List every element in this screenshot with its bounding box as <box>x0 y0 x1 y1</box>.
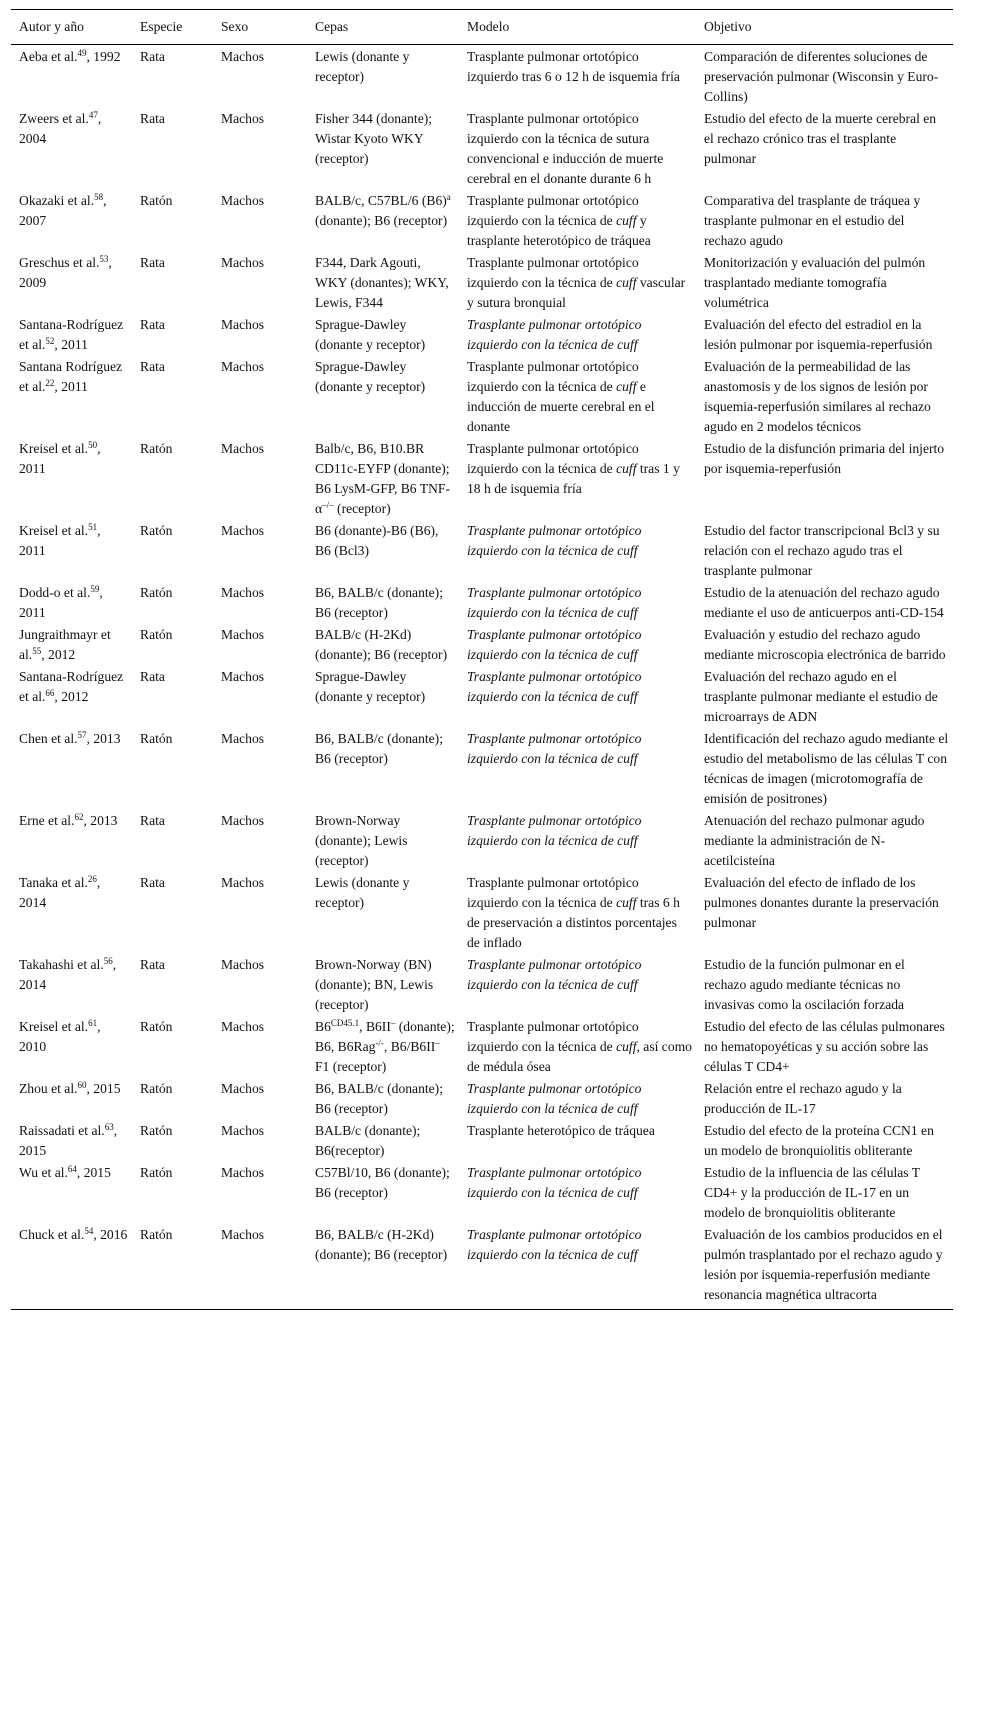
cell-modelo: Trasplante pulmonar ortotópico izquierdo con la técnica de cuff <box>467 957 642 992</box>
cell-autor <box>11 251 132 313</box>
cell-objetivo: Evaluación del efecto del estradiol en la lesión pulmonar por isquemia-reperfusión <box>704 317 933 352</box>
reference-number: 55 <box>32 646 42 656</box>
cell-cepas: Fisher 344 (donante); Wistar Kyoto WKY (receptor) <box>315 111 433 166</box>
cell-cepas: B6, BALB/c (H-2Kd) (donante); B6 (receptor) <box>307 1223 459 1310</box>
author-year: , 2013 <box>86 731 121 746</box>
cell-especie: Ratón <box>140 1019 173 1034</box>
author-year: , 2011 <box>54 379 88 394</box>
cell-modelo: Trasplante pulmonar ortotópico izquierdo con la técnica de cuff vascular y sutura bronquial <box>467 255 686 310</box>
table-row <box>11 1223 953 1310</box>
author-name: Wu et al. <box>19 1165 68 1180</box>
table-row <box>11 519 953 581</box>
table-row <box>11 1015 953 1077</box>
studies-table <box>11 9 953 1310</box>
cell-especie: Ratón <box>140 441 173 456</box>
cell-objetivo: Estudio de la disfunción primaria del injerto por isquemia-reperfusión <box>704 441 945 476</box>
cell-sexo: Machos <box>221 1165 265 1180</box>
cell-autor <box>11 45 132 108</box>
table-row <box>11 437 953 519</box>
cell-cepas: F344, Dark Agouti, WKY (donantes); WKY, Lewis, F344 <box>315 255 449 310</box>
author-year: , 2009 <box>19 255 112 290</box>
author-name: Erne et al. <box>19 813 75 828</box>
reference-number: 58 <box>94 192 104 202</box>
reference-number: 62 <box>74 812 84 822</box>
cell-objetivo: Estudio de la función pulmonar en el rechazo agudo mediante técnicas no invasivas como la oscilación forzada <box>704 957 905 1012</box>
cell-especie: Rata <box>140 317 165 332</box>
reference-number: 47 <box>88 110 98 120</box>
table-row <box>11 809 953 871</box>
header-especie: Especie <box>132 10 213 45</box>
table-row <box>11 727 953 809</box>
author-name: Jungraithmayr et al. <box>19 627 111 662</box>
table-row <box>11 1119 953 1161</box>
cell-cepas: Sprague-Dawley (donante y receptor) <box>315 317 426 352</box>
cell-autor <box>11 727 132 809</box>
header-modelo: Modelo <box>459 10 696 45</box>
reference-number: 54 <box>84 1226 94 1236</box>
cell-sexo: Machos <box>221 875 265 890</box>
cell-autor <box>11 623 132 665</box>
author-name: Kreisel et al. <box>19 441 89 456</box>
cell-objetivo: Evaluación de los cambios producidos en el pulmón trasplantado por el rechazo agudo y lesión por isquemia-reperfusión mediante resonancia magnética ultracorta <box>696 1223 953 1310</box>
author-year: , 2012 <box>41 647 76 662</box>
cell-cepas: B6 (donante)-B6 (B6), B6 (Bcl3) <box>315 523 439 558</box>
table-body <box>11 45 953 1310</box>
reference-number: 26 <box>87 874 97 884</box>
author-year: , 2015 <box>86 1081 121 1096</box>
author-year: , 2011 <box>19 523 101 558</box>
cell-cepas: BALB/c (H-2Kd) (donante); B6 (receptor) <box>315 627 448 662</box>
header-sexo: Sexo <box>213 10 307 45</box>
author-year: , 2010 <box>19 1019 101 1054</box>
reference-number: 22 <box>45 378 55 388</box>
author-year: , 2014 <box>19 957 117 992</box>
cell-sexo: Machos <box>221 627 265 642</box>
cell-autor <box>11 313 132 355</box>
cell-sexo: Machos <box>221 49 265 64</box>
author-name: Chen et al. <box>19 731 78 746</box>
cell-cepas: Lewis (donante y receptor) <box>315 875 410 910</box>
table-row <box>11 189 953 251</box>
cell-autor <box>11 1119 132 1161</box>
cell-especie: Ratón <box>140 523 173 538</box>
reference-number: 59 <box>90 584 100 594</box>
cell-especie: Rata <box>140 957 165 972</box>
cell-modelo: Trasplante pulmonar ortotópico izquierdo con la técnica de cuff tras 6 h de preservación a distintos porcentajes de inflado <box>467 875 680 950</box>
cell-autor <box>11 581 132 623</box>
cell-objetivo: Estudio del efecto de la muerte cerebral en el rechazo crónico tras el trasplante pulmonar <box>704 111 937 166</box>
author-year: , 2012 <box>54 689 89 704</box>
reference-number: 56 <box>103 956 113 966</box>
cell-cepas: BALB/c, C57BL/6 $(B6)^a$ (donante); B6 (receptor) <box>315 192 451 228</box>
author-name: Kreisel et al. <box>19 523 89 538</box>
cell-cepas: BALB/c (donante); B6(receptor) <box>315 1123 421 1158</box>
cell-autor <box>11 519 132 581</box>
author-name: Greschus et al. <box>19 255 100 270</box>
cell-sexo: Machos <box>221 813 265 828</box>
cell-objetivo: Comparación de diferentes soluciones de preservación pulmonar (Wisconsin y Euro-Collins) <box>704 49 939 104</box>
cell-cepas: B6, BALB/c (donante); B6 (receptor) <box>315 585 443 620</box>
header-autor: Autor y año <box>11 10 132 45</box>
reference-number: 60 <box>77 1080 87 1090</box>
reference-number: 51 <box>88 522 98 532</box>
cell-objetivo: Identificación del rechazo agudo mediante el estudio del metabolismo de las células T con técnicas de imagen (microtomografía de emisión de positrones) <box>704 731 949 806</box>
author-year: , 2014 <box>19 875 101 910</box>
cell-objetivo: Estudio del efecto de las células pulmonares no hematopoyéticas y su acción sobre las células T CD4+ <box>704 1019 945 1074</box>
author-year: , 2007 <box>19 193 107 228</box>
cell-objetivo: Evaluación del efecto de inflado de los pulmones donantes durante la preservación pulmonar <box>704 875 939 930</box>
cell-sexo: Machos <box>221 255 265 270</box>
cell-sexo: Machos <box>221 317 265 332</box>
cell-modelo: Trasplante pulmonar ortotópico izquierdo con la técnica de cuff <box>459 1223 696 1310</box>
cell-objetivo: Monitorización y evaluación del pulmón trasplantado mediante tomografía volumétrica <box>704 255 926 310</box>
cell-especie: Ratón <box>140 1165 173 1180</box>
author-name: Zweers et al. <box>19 111 89 126</box>
author-name: Okazaki et al. <box>19 193 95 208</box>
cell-modelo: Trasplante pulmonar ortotópico izquierdo con la técnica de cuff <box>467 585 642 620</box>
cell-modelo: Trasplante pulmonar ortotópico izquierdo con la técnica de cuff e inducción de muerte cerebral en el donante <box>467 359 655 434</box>
cell-autor <box>11 871 132 953</box>
cell-sexo: Machos <box>221 359 265 374</box>
table-row <box>11 871 953 953</box>
cell-especie: Rata <box>140 813 165 828</box>
cell-autor <box>11 1077 132 1119</box>
cell-objetivo: Estudio del efecto de la proteína CCN1 en un modelo de bronquiolitis obliterante <box>704 1123 934 1158</box>
cell-especie: Ratón <box>140 1081 173 1096</box>
cell-sexo: Machos <box>221 523 265 538</box>
cell-especie: Ratón <box>140 585 173 600</box>
reference-number: 61 <box>88 1018 98 1028</box>
cell-cepas: Brown-Norway (BN) (donante); BN, Lewis (receptor) <box>315 957 434 1012</box>
cell-modelo: Trasplante pulmonar ortotópico izquierdo con la técnica de sutura convencional e inducción de muerte cerebral en el donante durante 6 h <box>467 111 664 186</box>
table-row <box>11 107 953 189</box>
author-year: , 2004 <box>19 111 102 146</box>
cell-autor <box>11 953 132 1015</box>
cell-sexo: Machos <box>221 669 265 684</box>
table-row <box>11 953 953 1015</box>
cell-objetivo: Evaluación de la permeabilidad de las anastomosis y de los signos de lesión por isquemia-reperfusión similares al rechazo agudo en 2 modelos técnicos <box>704 359 931 434</box>
table-header-row <box>11 10 953 45</box>
cell-cepas: $B6^{CD45.1}$, B6II– (donante); B6, B6Rag-/-, B6/B6II– F1 (receptor) <box>315 1018 455 1074</box>
cell-objetivo: Relación entre el rechazo agudo y la producción de IL-17 <box>704 1081 902 1116</box>
cell-autor <box>11 355 132 437</box>
author-name: Zhou et al. <box>19 1081 78 1096</box>
cell-modelo: Trasplante pulmonar ortotópico izquierdo con la técnica de cuff tras 1 y 18 h de isquemia fría <box>467 441 680 496</box>
reference-number: 49 <box>77 48 87 58</box>
cell-especie: Ratón <box>140 627 173 642</box>
cell-sexo: Machos <box>221 957 265 972</box>
cell-modelo: Trasplante pulmonar ortotópico izquierdo con la técnica de cuff <box>467 523 642 558</box>
table-row <box>11 1077 953 1119</box>
cell-autor <box>11 437 132 519</box>
cell-especie: Rata <box>140 111 165 126</box>
table-row <box>11 623 953 665</box>
table-row <box>11 313 953 355</box>
cell-sexo: Machos <box>221 585 265 600</box>
cell-especie: Ratón <box>140 193 173 208</box>
cell-modelo: Trasplante pulmonar ortotópico izquierdo con la técnica de cuff <box>467 627 642 662</box>
cell-objetivo: Evaluación y estudio del rechazo agudo mediante microscopia electrónica de barrido <box>704 627 946 662</box>
cell-sexo: Machos <box>221 1123 265 1138</box>
cell-cepas: B6, BALB/c (donante); B6 (receptor) <box>315 1081 443 1116</box>
cell-autor <box>11 1161 132 1223</box>
cell-autor <box>11 189 132 251</box>
author-name: Kreisel et al. <box>19 1019 89 1034</box>
cell-modelo: Trasplante pulmonar ortotópico izquierdo con la técnica de cuff <box>467 1081 642 1116</box>
reference-number: 50 <box>88 440 98 450</box>
reference-number: 66 <box>45 688 55 698</box>
cell-sexo: Machos <box>221 731 265 746</box>
cell-sexo: Machos <box>221 1081 265 1096</box>
author-year: , 2015 <box>19 1123 118 1158</box>
cell-cepas: Brown-Norway (donante); Lewis (receptor) <box>315 813 408 868</box>
cell-especie: Ratón <box>140 731 173 746</box>
reference-number: 52 <box>45 336 55 346</box>
table-row <box>11 355 953 437</box>
author-name: Tanaka et al. <box>19 875 88 890</box>
author-year: , 2011 <box>19 585 103 620</box>
cell-objetivo: Evaluación del rechazo agudo en el trasplante pulmonar mediante el estudio de microarrays de ADN <box>704 669 938 724</box>
table-row <box>11 1161 953 1223</box>
table-row <box>11 45 953 108</box>
cell-cepas: Sprague-Dawley (donante y receptor) <box>315 669 426 704</box>
author-year: , 2011 <box>19 441 101 476</box>
cell-objetivo: Atenuación del rechazo pulmonar agudo mediante la administración de N-acetilcisteína <box>704 813 925 868</box>
header-cepas: Cepas <box>307 10 459 45</box>
cell-autor <box>11 1015 132 1077</box>
reference-number: 63 <box>104 1122 114 1132</box>
reference-number: 57 <box>77 730 87 740</box>
cell-cepas: C57Bl/10, B6 (donante); B6 (receptor) <box>315 1165 450 1200</box>
cell-especie: Rata <box>140 359 165 374</box>
cell-objetivo: Estudio de la atenuación del rechazo agudo mediante el uso de anticuerpos anti-CD-154 <box>704 585 944 620</box>
cell-especie: Rata <box>140 255 165 270</box>
cell-objetivo: Estudio de la influencia de las células T CD4+ y la producción de IL-17 en un modelo de bronquiolitis obliterante <box>704 1165 920 1220</box>
reference-number: 64 <box>67 1164 77 1174</box>
cell-cepas: Lewis (donante y receptor) <box>315 49 410 84</box>
author-name: Takahashi et al. <box>19 957 104 972</box>
cell-especie: Rata <box>140 49 165 64</box>
author-year: , 2015 <box>76 1165 111 1180</box>
cell-modelo: Trasplante heterotópico de tráquea <box>467 1123 655 1138</box>
cell-modelo: Trasplante pulmonar ortotópico izquierdo con la técnica de cuff <box>467 317 642 352</box>
cell-modelo: Trasplante pulmonar ortotópico izquierdo con la técnica de cuff <box>467 1165 642 1200</box>
author-name: Santana Rodríguez et al. <box>19 359 123 394</box>
cell-modelo: Trasplante pulmonar ortotópico izquierdo tras 6 o 12 h de isquemia fría <box>467 49 680 84</box>
cell-modelo: Trasplante pulmonar ortotópico izquierdo con la técnica de cuff <box>467 813 642 848</box>
author-name: Dodd-o et al. <box>19 585 91 600</box>
cell-autor <box>11 665 132 727</box>
cell-objetivo: Estudio del factor transcripcional Bcl3 y su relación con el rechazo agudo tras el trasplante pulmonar <box>704 523 940 578</box>
author-name: Santana-Rodríguez et al. <box>19 317 124 352</box>
author-name: Raissadati et al. <box>19 1123 105 1138</box>
author-year: , 2013 <box>83 813 118 828</box>
author-year: , 1992 <box>86 49 121 64</box>
author-year: , 2011 <box>54 337 88 352</box>
cell-especie: Ratón <box>140 1123 173 1138</box>
cell-especie: Rata <box>140 669 165 684</box>
header-objetivo: Objetivo <box>696 10 953 45</box>
cell-modelo: Trasplante pulmonar ortotópico izquierdo con la técnica de cuff <box>467 669 642 704</box>
cell-cepas: B6, BALB/c (donante); B6 (receptor) <box>315 731 443 766</box>
cell-modelo: Trasplante pulmonar ortotópico izquierdo con la técnica de cuff y trasplante heterotópico de tráquea <box>467 193 651 248</box>
table-row <box>11 665 953 727</box>
cell-sexo: Machos <box>221 441 265 456</box>
cell-cepas: Sprague-Dawley (donante y receptor) <box>315 359 426 394</box>
author-year: , 2016 <box>93 1227 128 1242</box>
author-name: Chuck et al. <box>19 1227 85 1242</box>
cell-especie: Ratón <box>132 1223 213 1310</box>
cell-sexo: Machos <box>221 111 265 126</box>
author-name: Aeba et al. <box>19 49 78 64</box>
cell-cepas: Balb/c, B6, B10.BR CD11c-EYFP (donante); B6 LysM-GFP, B6 TNF-α–/– (receptor) <box>315 441 450 516</box>
table-row <box>11 581 953 623</box>
table-row <box>11 251 953 313</box>
cell-objetivo: Comparativa del trasplante de tráquea y trasplante pulmonar en el estudio del rechazo agudo <box>704 193 921 248</box>
cell-sexo: Machos <box>221 193 265 208</box>
cell-autor <box>11 107 132 189</box>
cell-sexo: Machos <box>213 1223 307 1310</box>
cell-especie: Rata <box>140 875 165 890</box>
cell-autor <box>11 809 132 871</box>
cell-sexo: Machos <box>221 1019 265 1034</box>
cell-autor <box>11 1223 132 1310</box>
cell-modelo: Trasplante pulmonar ortotópico izquierdo con la técnica de cuff <box>467 731 642 766</box>
author-name: Santana-Rodríguez et al. <box>19 669 124 704</box>
cell-modelo: Trasplante pulmonar ortotópico izquierdo con la técnica de cuff, así como de médula ósea <box>467 1019 692 1074</box>
reference-number: 53 <box>99 254 109 264</box>
